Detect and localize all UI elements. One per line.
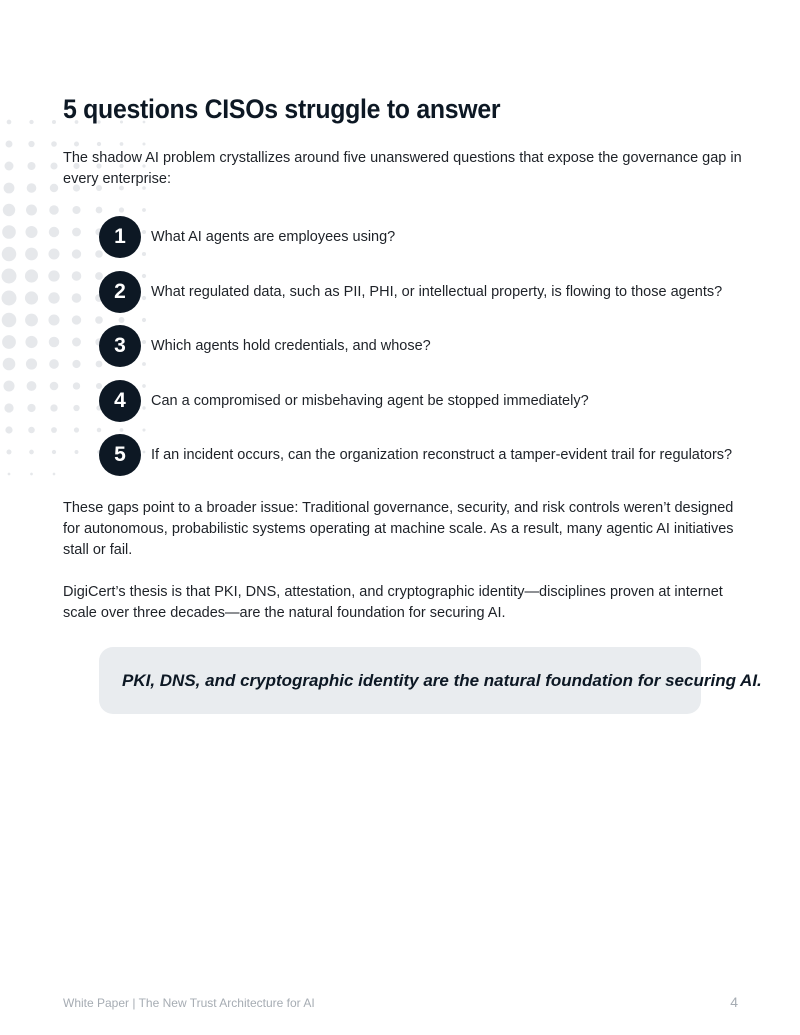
decorative-dot: [119, 207, 124, 212]
decorative-dot: [27, 381, 37, 391]
decorative-dot: [2, 225, 16, 239]
question-number-badge: 3: [99, 325, 141, 367]
decorative-dot: [25, 314, 38, 327]
decorative-dot: [72, 228, 81, 237]
decorative-dot: [6, 141, 13, 148]
decorative-dot: [72, 249, 81, 258]
decorative-dot: [72, 360, 80, 368]
decorative-dot: [72, 271, 82, 281]
decorative-dot: [96, 207, 103, 214]
question-item-4: [99, 380, 732, 422]
decorative-dot: [51, 427, 57, 433]
decorative-dot: [29, 450, 34, 455]
decorative-dot: [5, 162, 14, 171]
decorative-dot: [72, 293, 82, 303]
decorative-dot: [48, 314, 59, 325]
intro-paragraph: The shadow AI problem crystallizes around five unanswered questions that expose the governance gap in every enterprise:: [63, 150, 742, 187]
decorative-dot: [51, 141, 57, 147]
decorative-dot: [73, 405, 79, 411]
decorative-dot: [27, 404, 35, 412]
decorative-dot: [25, 248, 38, 261]
question-text: Which agents hold credentials, and whose?: [151, 338, 431, 355]
decorative-dot: [26, 358, 37, 369]
question-text: What AI agents are employees using?: [151, 229, 396, 245]
decorative-dot: [97, 142, 101, 146]
decorative-dot: [49, 205, 59, 215]
decorative-dot: [48, 292, 59, 303]
decorative-dot: [3, 380, 14, 391]
page-title: 5 questions CISOs struggle to answer: [63, 94, 501, 124]
question-item-1: [99, 216, 732, 258]
decorative-dot: [25, 336, 37, 348]
decorative-dot: [4, 403, 13, 412]
decorative-dot: [28, 427, 35, 434]
decorative-dot: [50, 184, 58, 192]
decorative-dot: [72, 338, 81, 347]
question-number-badge: 4: [99, 380, 141, 422]
decorative-dot: [25, 291, 38, 304]
decorative-dot: [49, 227, 59, 237]
decorative-dot: [2, 247, 16, 261]
decorative-dot: [3, 358, 16, 371]
decorative-dot: [53, 473, 56, 476]
question-text: If an incident occurs, can the organization reconstruct a tamper-evident trail for regulators?: [151, 447, 733, 464]
decorative-dot: [50, 162, 57, 169]
pull-quote-text: PKI, DNS, and cryptographic identity are the natural foundation for securing AI.: [122, 670, 762, 690]
decorative-dot: [5, 426, 12, 433]
decorative-dot: [120, 142, 124, 146]
decorative-dot: [52, 120, 56, 124]
decorative-dot: [50, 382, 59, 391]
decorative-dot: [142, 208, 146, 212]
decorative-dot: [29, 120, 33, 124]
decorative-dot: [74, 427, 79, 432]
decorative-dot: [26, 205, 37, 216]
body-paragraph-thesis: DigiCert’s thesis is that PKI, DNS, attestation, and cryptographic identity—disciplines proven at internet scale over three decades—are the natural foundation for securing AI.: [63, 584, 723, 621]
decorative-dot: [49, 359, 59, 369]
question-item-3: [99, 325, 732, 367]
decorative-dot: [2, 291, 17, 306]
question-item-2: [99, 271, 732, 313]
decorative-dot: [6, 449, 11, 454]
question-item-5: [99, 434, 732, 476]
page-number: 4: [730, 994, 738, 1010]
decorative-dot: [28, 141, 34, 147]
decorative-dot: [75, 450, 79, 454]
question-text: Can a compromised or misbehaving agent be stopped immediately?: [151, 392, 589, 409]
decorative-dot: [50, 404, 57, 411]
decorative-dot: [2, 313, 17, 328]
question-number-badge: 5: [99, 434, 141, 476]
pull-quote-callout: [99, 647, 762, 714]
decorative-dot: [25, 269, 38, 282]
question-number-badge: 1: [99, 216, 141, 258]
decorative-dot: [4, 183, 15, 194]
decorative-dot: [52, 450, 56, 454]
decorative-dot: [72, 206, 80, 214]
decorative-dot: [27, 183, 37, 193]
decorative-dot: [49, 337, 60, 348]
decorative-dot: [48, 270, 59, 281]
decorative-dot: [72, 315, 81, 324]
decorative-dot: [73, 382, 80, 389]
decorative-dot: [74, 142, 79, 147]
decorative-dot: [3, 204, 15, 216]
decorative-dot: [27, 162, 35, 170]
questions-list: [99, 216, 732, 489]
decorative-dot: [7, 120, 12, 125]
decorative-dot: [25, 226, 37, 238]
decorative-dot: [142, 142, 145, 145]
decorative-dot: [48, 248, 59, 259]
decorative-dot: [8, 473, 11, 476]
question-text: What regulated data, such as PII, PHI, or intellectual property, is flowing to those agents?: [151, 283, 723, 300]
decorative-dot: [2, 269, 17, 284]
decorative-dot: [2, 335, 16, 349]
decorative-dot: [30, 473, 33, 476]
body-paragraph-gaps: These gaps point to a broader issue: Traditional governance, security, and risk controls weren’t designed for autonomous, probabilistic systems operating at machine scale. As a result, many agentic AI initiatives stall or fail.: [63, 500, 734, 558]
question-number-badge: 2: [99, 271, 141, 313]
footer-document-title: White Paper | The New Trust Architecture for AI: [63, 996, 315, 1010]
